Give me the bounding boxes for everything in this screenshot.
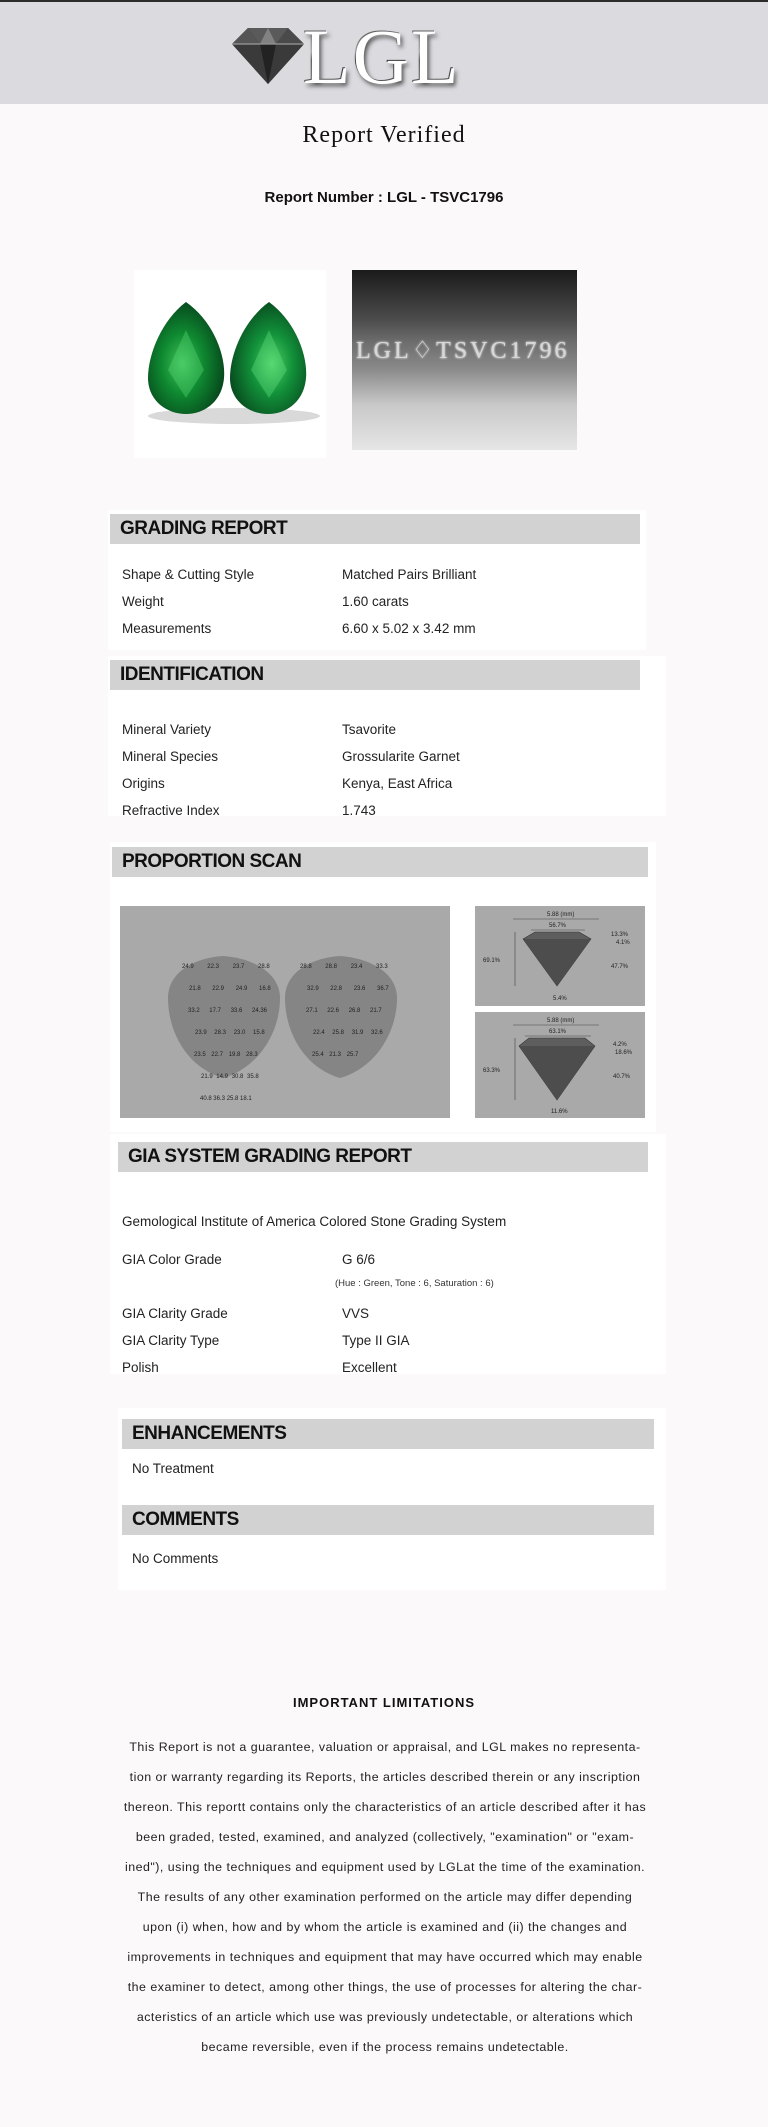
left-stone-measurement: 24.9 <box>235 986 248 992</box>
profile1-girdle: 4.1% <box>616 940 630 946</box>
gia-color-grade-value: G 6/6 <box>342 1252 376 1267</box>
right-stone-measurement: 23.6 <box>353 986 366 992</box>
right-stone-measurement: 25.8 <box>332 1030 344 1036</box>
gia-color-note: (Hue : Green, Tone : 6, Saturation : 6) <box>335 1278 494 1289</box>
proportion-scan-heading: PROPORTION SCAN <box>112 847 648 877</box>
diamond-icon <box>230 24 306 86</box>
weight-label: Weight <box>122 594 164 609</box>
profile2-culet: 11.6% <box>551 1109 568 1115</box>
profile1-culet: 5.4% <box>553 996 567 1002</box>
weight-value: 1.60 carats <box>342 594 409 609</box>
left-stone-measurement: 35.8 <box>247 1074 259 1080</box>
right-stone-measurement: 22.4 <box>313 1030 325 1036</box>
right-stone-measurement: 25.4 <box>312 1052 324 1058</box>
left-stone-measurement: 28.8 <box>258 964 270 970</box>
refractive-index-label: Refractive Index <box>122 803 220 818</box>
grading-report-heading: GRADING REPORT <box>110 514 640 544</box>
gia-clarity-grade-label: GIA Clarity Grade <box>122 1306 228 1321</box>
measurements-label: Measurements <box>122 621 212 636</box>
limitations-line: been graded, tested, examined, and analyzed (collectively, "examination" or "exam- <box>135 1830 635 1844</box>
right-stone-measurement: 33.3 <box>376 964 388 970</box>
limitations-line: This Report is not a guarantee, valuation or appraisal, and LGL makes no representa- <box>129 1740 641 1754</box>
right-stone-measurement: 31.9 <box>351 1030 364 1036</box>
left-stone-measurement: 24.9 <box>182 964 194 970</box>
left-stone-measurement: 22.7 <box>211 1052 223 1058</box>
origins-label: Origins <box>122 776 165 791</box>
identification-heading: IDENTIFICATION <box>110 660 640 690</box>
limitations-line: the examiner to detect, among other things, the use of processes for altering the char- <box>127 1980 643 1994</box>
profile1-top: 5.88 (mm) <box>547 912 575 918</box>
enhancements-heading: ENHANCEMENTS <box>122 1419 654 1449</box>
profile2-crown: 4.2% <box>613 1042 627 1048</box>
left-stone-measurement: 17.7 <box>209 1008 221 1014</box>
gia-clarity-type-label: GIA Clarity Type <box>122 1333 220 1348</box>
profile1-pavilion: 47.7% <box>611 964 629 970</box>
left-stone-outline <box>168 956 280 1078</box>
refractive-index-value: 1.743 <box>342 803 376 818</box>
polish-label: Polish <box>122 1360 159 1375</box>
right-stone-measurement: 25.7 <box>346 1052 359 1058</box>
left-stone-measurement: 36.3 <box>213 1096 225 1102</box>
shape-value: Matched Pairs Brilliant <box>342 567 477 582</box>
left-stone-measurement: 33.6 <box>230 1008 243 1014</box>
mineral-variety-label: Mineral Variety <box>122 722 212 737</box>
limitations-line: thereon. This reportt contains only the characteristics of an article described after it has <box>123 1800 647 1814</box>
limitations-line: ined"), using the techniques and equipment used by LGLat the time of the examination. <box>124 1860 646 1874</box>
right-stone-measurement: 22.8 <box>330 986 342 992</box>
profile2-girdle: 18.6% <box>615 1050 633 1056</box>
profile2-table: 63.1% <box>549 1029 567 1035</box>
right-stone-measurement: 27.1 <box>306 1008 318 1014</box>
limitations-heading: IMPORTANT LIMITATIONS <box>292 1695 476 1710</box>
origins-value: Kenya, East Africa <box>342 776 453 791</box>
profile-scan-2 <box>475 1012 645 1118</box>
left-stone-measurement: 28.3 <box>246 1052 258 1058</box>
right-stone-measurement: 22.6 <box>327 1008 339 1014</box>
left-stone-measurement: 23.5 <box>194 1052 206 1058</box>
proportion-scan-top-view <box>120 906 450 1118</box>
limitations-line: acteristics of an article which use was previously undetectable, or alterations which <box>136 2010 634 2024</box>
left-stone-measurement: 15.8 <box>253 1030 265 1036</box>
right-stone-measurement: 32.6 <box>371 1030 383 1036</box>
limitations-line: upon (i) when, how and by whom the article is examined and (ii) the changes and <box>142 1920 628 1934</box>
limitations-line: improvements in techniques and equipment that may have occurred which may enable <box>127 1950 643 1964</box>
comments-text: No Comments <box>132 1551 219 1566</box>
right-stone-measurement: 23.4 <box>350 964 363 970</box>
mineral-variety-value: Tsavorite <box>342 722 397 737</box>
mineral-species-label: Mineral Species <box>122 749 219 764</box>
profile-scan-1 <box>475 906 645 1006</box>
report-number: Report Number : LGL - TSVC1796 <box>264 189 504 206</box>
polish-value: Excellent <box>342 1360 397 1375</box>
limitations-line: became reversible, even if the process remains undetectable. <box>201 2040 569 2054</box>
right-stone-measurement: 21.3 <box>329 1052 341 1058</box>
gemstone-pair-image <box>134 270 326 458</box>
gia-color-grade-label: GIA Color Grade <box>122 1252 222 1267</box>
laser-inscription-text: LGL♢TSVC1796 <box>356 338 570 364</box>
gia-grading-heading: GIA SYSTEM GRADING REPORT <box>118 1142 648 1172</box>
profile2-depth: 63.3% <box>483 1068 501 1074</box>
gemstone-photo <box>134 270 326 458</box>
enhancements-text: No Treatment <box>132 1461 214 1476</box>
mineral-species-value: Grossularite Garnet <box>342 749 460 764</box>
right-stone-measurement: 28.8 <box>325 964 337 970</box>
comments-heading: COMMENTS <box>122 1505 654 1535</box>
left-stone-measurement: 23.0 <box>233 1030 246 1036</box>
profile1-depth: 69.1% <box>483 958 501 964</box>
lgl-logo <box>230 12 490 99</box>
gia-subtitle: Gemological Institute of America Colored Stone Grading System <box>122 1214 507 1229</box>
laser-inscription-photo <box>352 270 577 450</box>
left-stone-measurement: 21.8 <box>189 986 201 992</box>
measurements-value: 6.60 x 5.02 x 3.42 mm <box>342 621 476 636</box>
left-stone-measurement: 16.8 <box>259 986 271 992</box>
left-stone-measurement: 25.8 <box>226 1096 239 1102</box>
left-stone-measurement: 24.36 <box>252 1008 268 1014</box>
profile2-top: 5.88 (mm) <box>547 1018 575 1024</box>
page-title: Report Verified <box>302 122 466 148</box>
shape-label: Shape & Cutting Style <box>122 567 255 582</box>
left-stone-measurement: 22.3 <box>207 964 219 970</box>
right-stone-measurement: 21.7 <box>370 1008 382 1014</box>
profile2-pavilion: 40.7% <box>613 1074 631 1080</box>
left-stone-measurement: 21.9 <box>201 1074 213 1080</box>
left-stone-measurement: 28.3 <box>214 1030 226 1036</box>
left-stone-measurement: 14.9 <box>216 1074 228 1080</box>
right-stone-outline <box>285 956 397 1078</box>
logo-text: LGL <box>302 12 460 99</box>
right-stone-measurement: 36.7 <box>377 986 389 992</box>
left-stone-measurement: 23.7 <box>232 964 245 970</box>
profile1-table: 56.7% <box>549 923 567 929</box>
left-stone-measurement: 22.9 <box>212 986 224 992</box>
left-stone-measurement: 18.1 <box>240 1096 252 1102</box>
right-stone-measurement: 28.8 <box>300 964 312 970</box>
gia-clarity-grade-value: VVS <box>342 1306 370 1321</box>
left-stone-measurement: 19.8 <box>228 1052 241 1058</box>
header-bar <box>0 0 768 104</box>
limitations-line: The results of any other examination performed on the article may differ depending <box>137 1890 633 1904</box>
gia-clarity-type-value: Type II GIA <box>342 1333 410 1348</box>
left-stone-measurement: 33.2 <box>188 1008 200 1014</box>
left-stone-measurement: 23.9 <box>195 1030 207 1036</box>
right-stone-measurement: 26.8 <box>348 1008 361 1014</box>
left-stone-measurement: 40.8 <box>200 1096 212 1102</box>
left-stone-measurement: 30.8 <box>231 1074 244 1080</box>
right-stone-measurement: 32.9 <box>307 986 319 992</box>
profile1-crown: 13.3% <box>611 932 629 938</box>
limitations-body <box>118 1732 652 2062</box>
limitations-line: tion or warranty regarding its Reports, the articles described therein or any inscription <box>129 1770 641 1784</box>
